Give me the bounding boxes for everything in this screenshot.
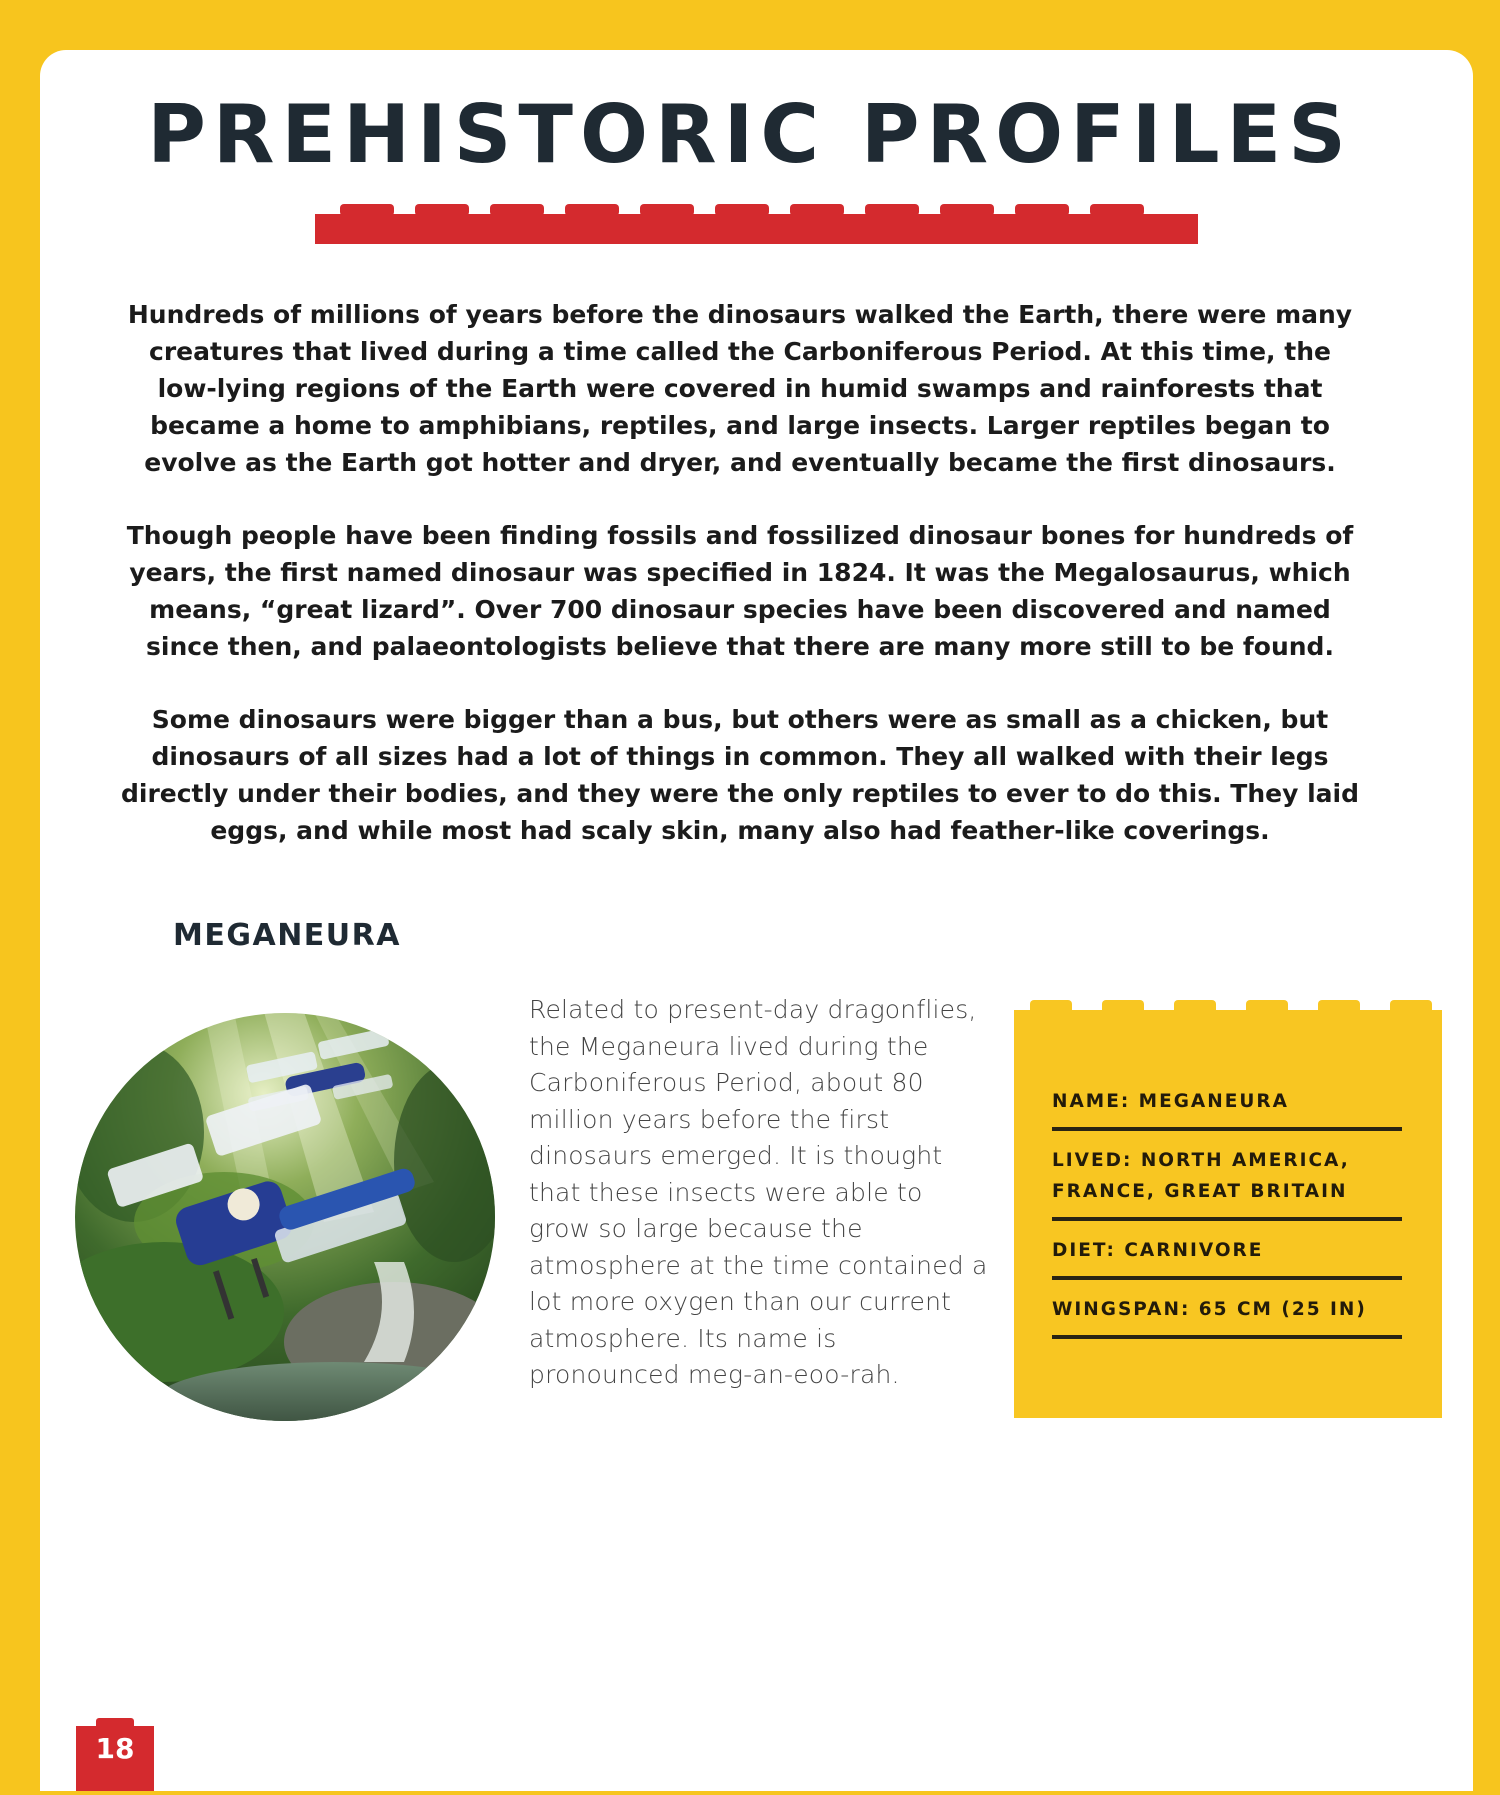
intro-text <box>120 296 1360 885</box>
red-brick-divider <box>315 196 1198 244</box>
section-title: MEGANEURA <box>173 918 401 953</box>
fact-lived: LIVED: NORTH AMERICA, FRANCE, GREAT BRITAIN <box>1052 1145 1402 1221</box>
intro-paragraph: Some dinosaurs were bigger than a bus, but others were as small as a chicken, but dinosaurs of all sizes had a lot of things in common. They all walked with their legs directly under their bodies, and they were the only reptiles to ever to do this. They laid eggs, and while most had scaly skin, many also had feather-like coverings. <box>120 705 1359 845</box>
fact-name: NAME: MEGANEURA <box>1052 1086 1402 1131</box>
meganeura-description <box>529 992 989 1394</box>
fact-wingspan: WINGSPAN: 65 CM (25 IN) <box>1052 1294 1402 1339</box>
intro-paragraph: Though people have been finding fossils and fossilized dinosaur bones for hundreds of years, the first named dinosaur was specified in 1824. It was the Megalosaurus, which means, “great lizard”. Over 700 dinosaur species have been discovered and named since then, and palaeontologists believe that there are many more still to be found. <box>126 521 1354 661</box>
page-number: 18 <box>95 1732 135 1765</box>
page-number-badge <box>76 1718 154 1791</box>
page-title: PREHISTORIC PROFILES <box>147 88 1353 181</box>
intro-paragraph: Hundreds of millions of years before the dinosaurs walked the Earth, there were many creatures that lived during a time called the Carboniferous Period. At this time, the low-lying regions of the Earth were covered in humid swamps and rainforests that became a home to amphibians, reptiles, and large insects. Larger reptiles began to evolve as the Earth got hotter and dryer, and eventually became the first dinosaurs. <box>127 300 1353 477</box>
description-text: Related to present-day dragonflies, the Meganeura lived during the Carboniferous Period, about 80 million years before the first dinosaurs emerged. It is thought that these insects were able to grow so large because the atmosphere at the time contained a lot more oxygen than our current atmosphere. Its name is pronounced meg-an-eoo-rah. <box>529 995 988 1389</box>
fact-box <box>1014 996 1442 1418</box>
meganeura-photo <box>74 1012 496 1422</box>
fact-diet: DIET: CARNIVORE <box>1052 1235 1402 1280</box>
fact-list <box>1052 1086 1402 1353</box>
